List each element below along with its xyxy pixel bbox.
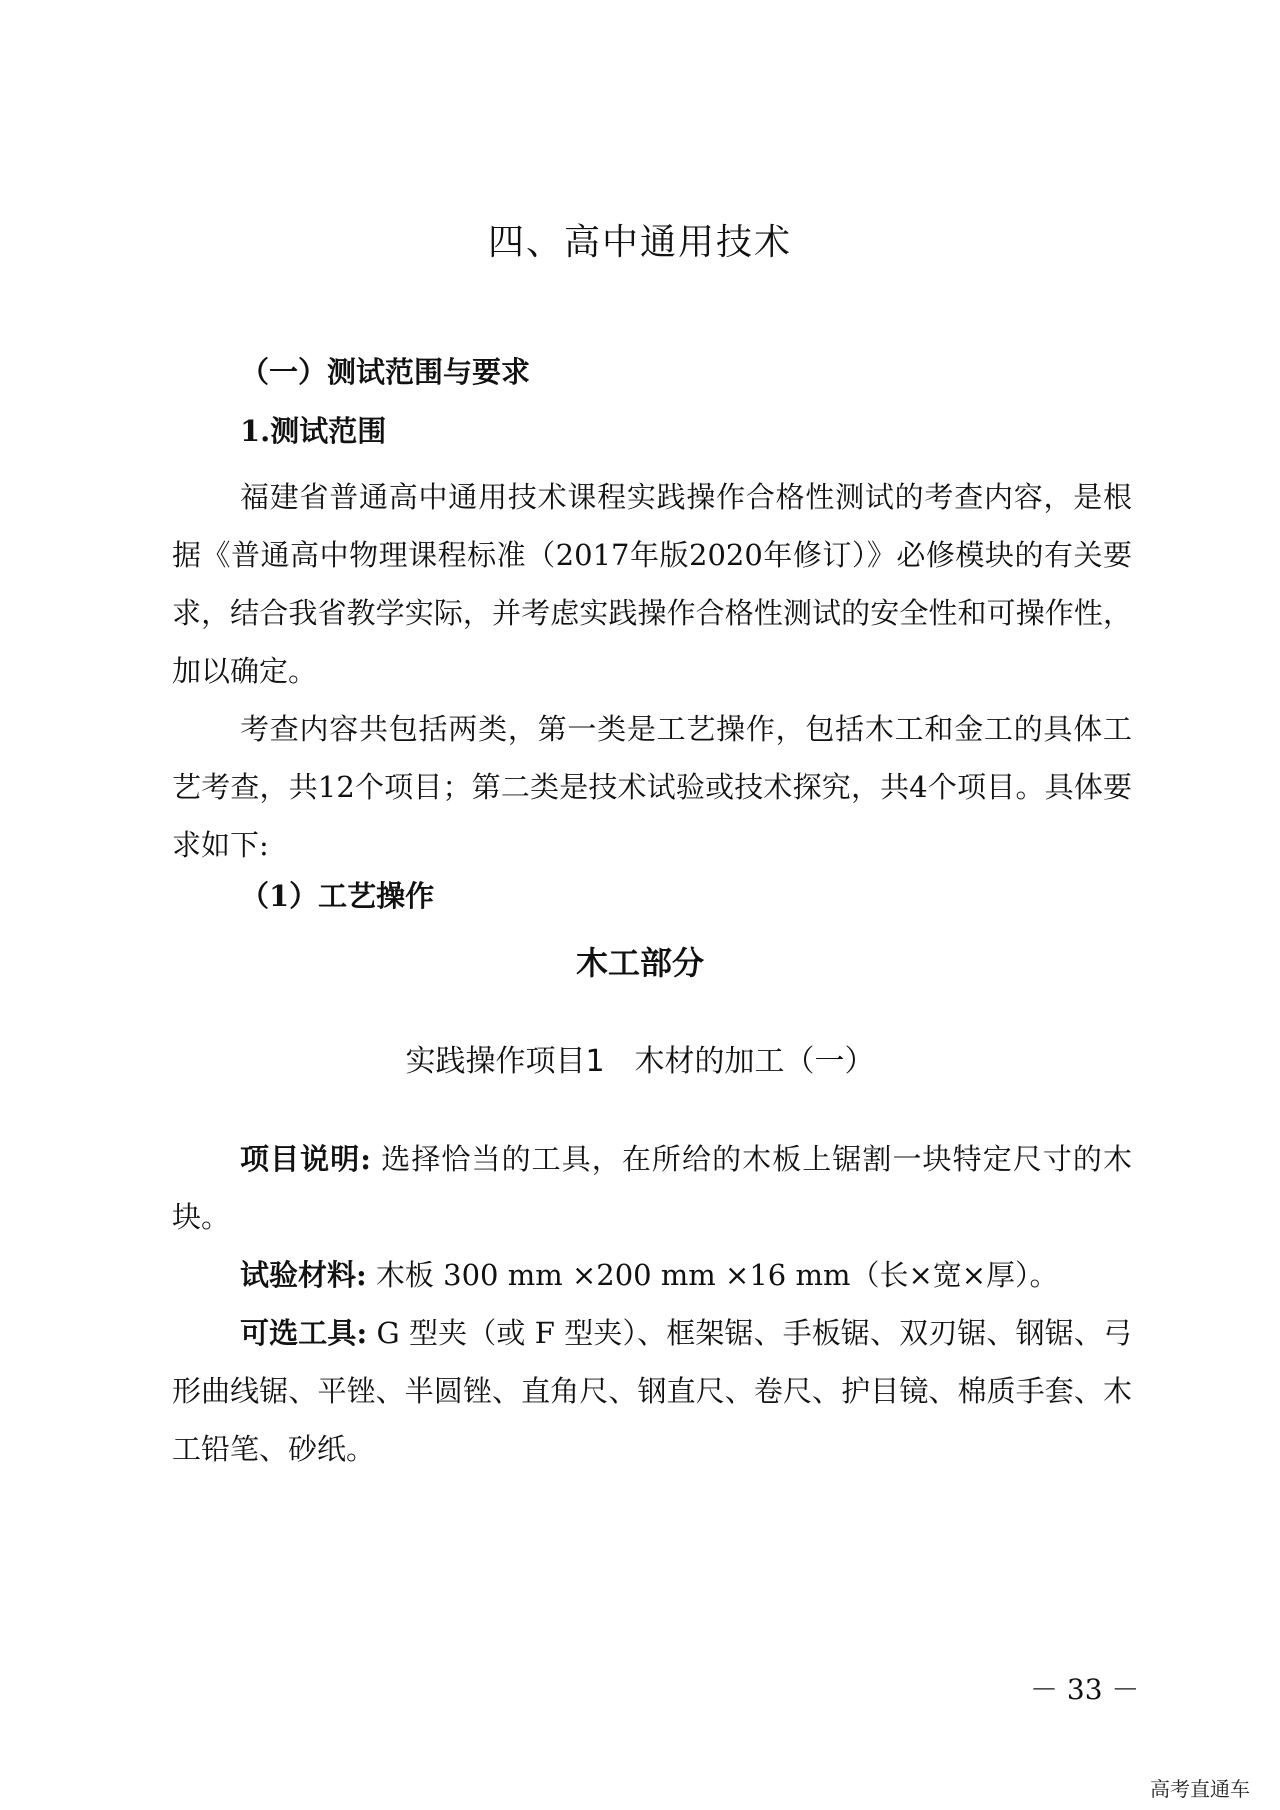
item-tools-key: 可选工具: <box>240 1316 368 1350</box>
paragraph-scope: 福建省普通高中通用技术课程实践操作合格性测试的考查内容，是根据《普通高中物理课程标准（2017年版2020年修订）》必修模块的有关要求，结合我省教学实际，并考虑实践操作合格性测试的安全性和可操作性，加以确定。 <box>172 480 1132 688</box>
paragraph-content: 考查内容共包括两类，第一类是工艺操作，包括木工和金工的具体工艺考查，共12个项目；第二类是技术试验或技术探究，共4个项目。具体要求如下: <box>172 712 1132 862</box>
page-number: － 33 － <box>1030 1673 1140 1706</box>
part-title: 木工部分 <box>575 944 704 982</box>
watermark: 高考直通车 <box>1150 1777 1250 1801</box>
item-materials-value: 木板 300 mm ×200 mm ×16 mm（长×宽×厚）。 <box>366 1258 1059 1292</box>
project-title: 实践操作项目1 木材的加工（一） <box>405 1044 875 1079</box>
subsection-heading: 1.测试范围 <box>240 414 387 448</box>
item-tools <box>172 1304 1132 1478</box>
item-description-value: 选择恰当的工具，在所给的木板上锯割一块特定尺寸的木块。 <box>172 1142 1132 1234</box>
craft-operation-heading: （1）工艺操作 <box>240 879 435 913</box>
page-title: 四、高中通用技术 <box>487 222 792 263</box>
item-materials <box>172 1246 1132 1304</box>
item-description <box>172 1130 1132 1246</box>
item-description-key: 项目说明: <box>240 1142 371 1176</box>
item-materials-key: 试验材料: <box>240 1258 367 1292</box>
item-tools-value: G 型夹（或 F 型夹）、框架锯、手板锯、双刃锯、钢锯、弓形曲线锯、平锉、半圆锉、直角尺、钢直尺、卷尺、护目镜、棉质手套、木工铅笔、砂纸。 <box>172 1316 1132 1466</box>
section-heading: （一）测试范围与要求 <box>240 355 531 389</box>
